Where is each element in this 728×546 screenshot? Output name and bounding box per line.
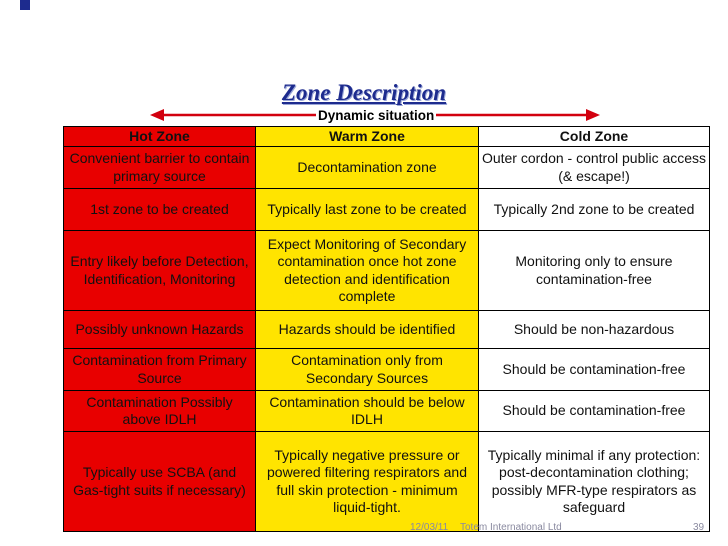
cold-zone-cell: Typically 2nd zone to be created [479, 189, 710, 231]
hot-zone-cell: 1st zone to be created [64, 189, 256, 231]
warm-zone-cell: Hazards should be identified [256, 311, 479, 349]
table-row [64, 147, 710, 189]
table-row [64, 231, 710, 311]
footer-organization: Totem International Ltd [460, 522, 562, 533]
zone-table [63, 126, 710, 532]
warm-zone-cell: Contamination only from Secondary Sources [256, 349, 479, 391]
warm-zone-cell: Contamination should be below IDLH [256, 391, 479, 432]
hot-zone-cell: Typically use SCBA (and Gas-tight suits if necessary) [64, 432, 256, 532]
dynamic-situation-label: Dynamic situation [318, 108, 435, 123]
hot-zone-cell: Contamination Possibly above IDLH [64, 391, 256, 432]
header-cold-zone: Cold Zone [479, 127, 710, 147]
hot-zone-cell: Entry likely before Detection, Identification, Monitoring [64, 231, 256, 311]
warm-zone-cell: Typically last zone to be created [256, 189, 479, 231]
table-row [64, 311, 710, 349]
cold-zone-cell: Should be contamination-free [479, 349, 710, 391]
footer-date: 12/03/11 [410, 522, 449, 533]
hot-zone-cell: Contamination from Primary Source [64, 349, 256, 391]
table-header-row [64, 127, 710, 147]
table-row [64, 189, 710, 231]
top-band [0, 0, 728, 22]
table-row [64, 432, 710, 532]
warm-zone-cell: Typically negative pressure or powered filtering respirators and full skin protection - minimum liquid-tight. [256, 432, 479, 532]
hot-zone-cell: Convenient barrier to contain primary source [64, 147, 256, 189]
cold-zone-cell: Monitoring only to ensure contamination-free [479, 231, 710, 311]
table-row [64, 391, 710, 432]
warm-zone-cell: Expect Monitoring of Secondary contamination once hot zone detection and identification complete [256, 231, 479, 311]
hot-zone-cell: Possibly unknown Hazards [64, 311, 256, 349]
footer-page-number: 39 [693, 522, 705, 533]
cold-zone-cell: Outer cordon - control public access (& escape!) [479, 147, 710, 189]
cold-zone-cell: Should be contamination-free [479, 391, 710, 432]
header-hot-zone: Hot Zone [64, 127, 256, 147]
slide-title: Zone Description [281, 80, 447, 105]
header-warm-zone: Warm Zone [256, 127, 479, 147]
cold-zone-cell: Should be non-hazardous [479, 311, 710, 349]
accent-bar [20, 0, 30, 10]
warm-zone-cell: Decontamination zone [256, 147, 479, 189]
table-row [64, 349, 710, 391]
cold-zone-cell: Typically minimal if any protection: post-decontamination clothing; possibly MFR-type respirators as safeguard [479, 432, 710, 532]
